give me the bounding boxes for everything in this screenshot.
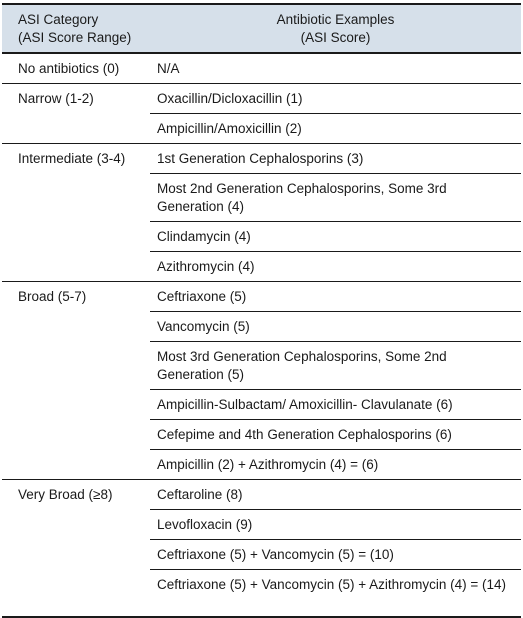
category-cell: Broad (5-7) [2, 282, 150, 480]
header-row [2, 4, 521, 53]
header-examples [150, 4, 521, 53]
example-cell: Clindamycin (4) [150, 222, 521, 252]
header-examples-line1: Antibiotic Examples [276, 12, 395, 27]
category-cell: Narrow (1-2) [2, 84, 150, 144]
example-cell: Ampicillin/Amoxicillin (2) [150, 114, 521, 144]
header-category-line1: ASI Category [18, 12, 99, 27]
example-cell: Ceftriaxone (5) + Vancomycin (5) = (10) [150, 540, 521, 570]
table-row [2, 53, 521, 84]
example-cell: Azithromycin (4) [150, 252, 521, 282]
example-cell: Ceftaroline (8) [150, 480, 521, 510]
header-category-line2: (ASI Score Range) [18, 30, 132, 45]
table-row [2, 144, 521, 174]
category-cell: Intermediate (3-4) [2, 144, 150, 282]
header-examples-line2: (ASI Score) [300, 30, 371, 45]
example-cell: Cefepime and 4th Generation Cephalosporins (6) [150, 420, 521, 450]
example-cell: Ceftriaxone (5) [150, 282, 521, 312]
table-header [2, 4, 521, 53]
example-cell: Oxacillin/Dicloxacillin (1) [150, 84, 521, 114]
category-cell: Very Broad (≥8) [2, 480, 150, 617]
example-cell: Levofloxacin (9) [150, 510, 521, 540]
asi-table [2, 3, 521, 618]
example-cell: Most 3rd Generation Cephalosporins, Some 2nd Generation (5) [150, 342, 521, 390]
table-body [2, 53, 521, 617]
table-row [2, 480, 521, 510]
example-cell: 1st Generation Cephalosporins (3) [150, 144, 521, 174]
table-row [2, 282, 521, 312]
table-row [2, 84, 521, 114]
example-cell: Ceftriaxone (5) + Vancomycin (5) + Azithromycin (4) = (14) [150, 570, 521, 617]
example-cell: Most 2nd Generation Cephalosporins, Some 3rd Generation (4) [150, 174, 521, 222]
example-cell: N/A [150, 53, 521, 84]
example-cell: Vancomycin (5) [150, 312, 521, 342]
category-cell: No antibiotics (0) [2, 53, 150, 84]
example-cell: Ampicillin-Sulbactam/ Amoxicillin- Clavulanate (6) [150, 390, 521, 420]
header-category [2, 4, 150, 53]
example-cell: Ampicillin (2) + Azithromycin (4) = (6) [150, 450, 521, 480]
